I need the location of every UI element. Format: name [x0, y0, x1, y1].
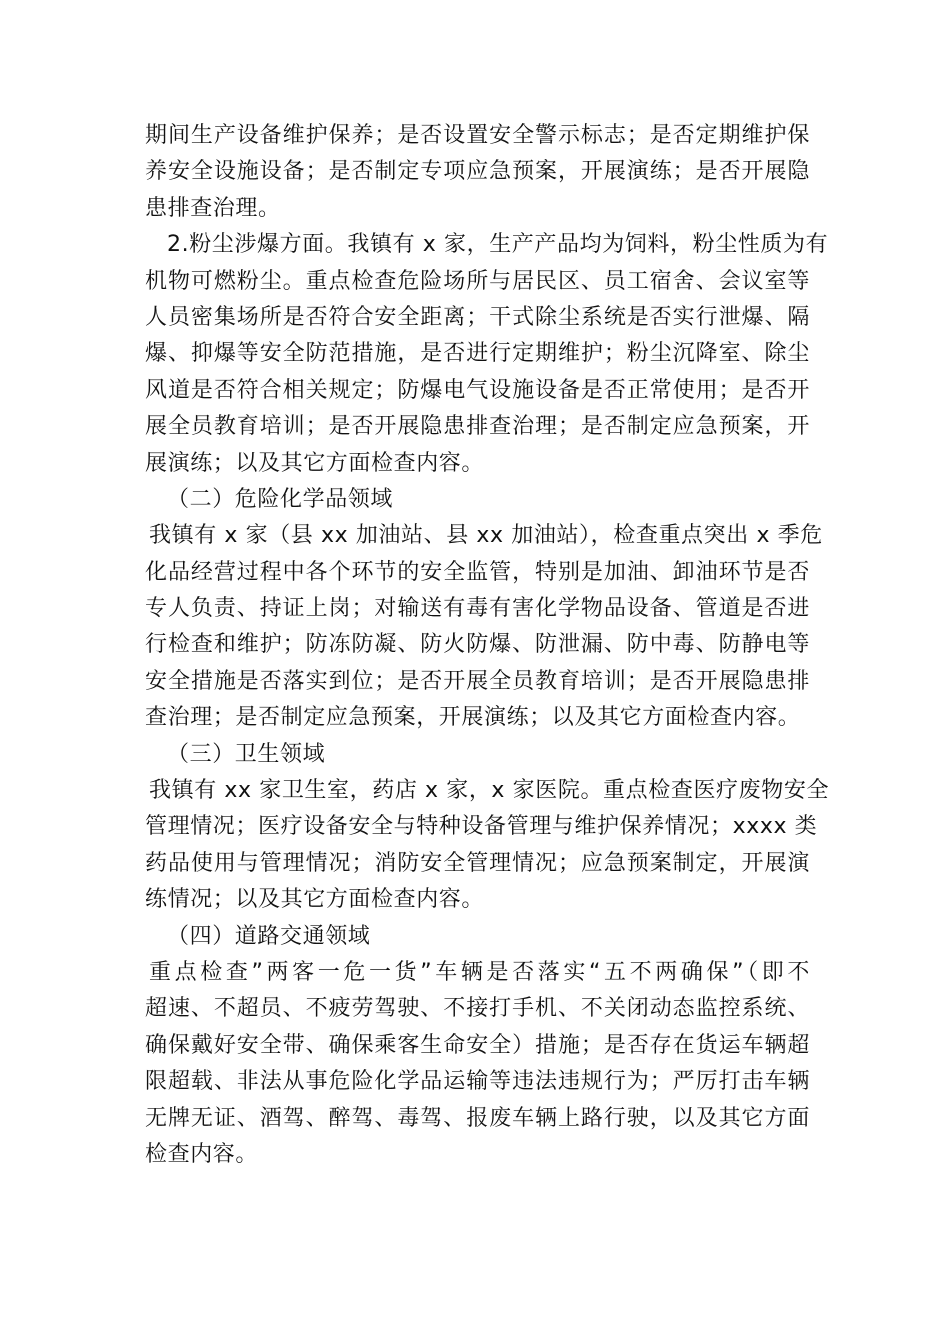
- text-line: 展全员教育培训；是否开展隐患排查治理；是否制定应急预案，开: [145, 414, 810, 440]
- text-line: 药品使用与管理情况；消防安全管理情况；应急预案制定，开展演: [145, 850, 810, 876]
- text-line: 患排查治理。: [145, 195, 281, 221]
- text-line: 展演练；以及其它方面检查内容。: [145, 450, 485, 476]
- text-line: 我镇有 x 家（县 xx 加油站、县 xx 加油站），检查重点突出 x 季危: [149, 523, 823, 549]
- text-line: 人员密集场所是否符合安全距离；干式除尘系统是否实行泄爆、隔: [145, 304, 810, 330]
- text-line: 管理情况；医疗设备安全与特种设备管理与维护保养情况；xxxx 类: [145, 814, 818, 840]
- text-line: 安全措施是否落实到位；是否开展全员教育培训；是否开展隐患排: [145, 668, 810, 694]
- document-page: [145, 118, 830, 1173]
- text-line: 期间生产设备维护保养；是否设置安全警示标志；是否定期维护保: [145, 123, 810, 148]
- text-line: 重点检查”两客一危一货”车辆是否落实“五不两确保”（即不: [149, 959, 810, 985]
- paragraph-dust-explosion: [145, 227, 829, 482]
- paragraph-continuation: [145, 118, 810, 227]
- text-line: 练情况；以及其它方面检查内容。: [145, 887, 485, 913]
- text-line: 2.粉尘涉爆方面。我镇有 x 家，生产产品均为饲料，粉尘性质为有: [167, 232, 829, 258]
- text-line: 专人负责、持证上岗；对输送有毒有害化学物品设备、管道是否进: [145, 596, 810, 622]
- paragraph-health: [145, 773, 830, 919]
- text-line: 风道是否符合相关规定；防爆电气设施设备是否正常使用；是否开: [145, 377, 810, 403]
- paragraph-hazardous-chemicals: [145, 518, 823, 736]
- section-heading-road-traffic: （四）道路交通领域: [167, 923, 371, 949]
- text-line: 限超载、非法从事危险化学品运输等违法违规行为；严厉打击车辆: [145, 1069, 810, 1095]
- text-line: 化品经营过程中各个环节的安全监管，特别是加油、卸油环节是否: [145, 559, 810, 585]
- text-line: 爆、抑爆等安全防范措施，是否进行定期维护；粉尘沉降室、除尘: [145, 341, 810, 367]
- text-line: 养安全设施设备；是否制定专项应急预案，开展演练；是否开展隐: [145, 159, 810, 185]
- text-line: 我镇有 xx 家卫生室，药店 x 家，x 家医院。重点检查医疗废物安全: [149, 778, 830, 804]
- text-line: 超速、不超员、不疲劳驾驶、不接打手机、不关闭动态监控系统、: [145, 996, 810, 1022]
- text-line: 查治理；是否制定应急预案，开展演练；以及其它方面检查内容。: [145, 705, 801, 731]
- text-line: 确保戴好安全带、确保乘客生命安全）措施；是否存在货运车辆超: [145, 1032, 810, 1058]
- text-line: 行检查和维护；防冻防凝、防火防爆、防泄漏、防中毒、防静电等: [145, 632, 810, 658]
- paragraph-road-traffic: [145, 955, 810, 1173]
- text-line: 检查内容。: [145, 1141, 259, 1167]
- section-heading-hazardous-chemicals: （二）危险化学品领域: [167, 486, 394, 512]
- text-line: 无牌无证、酒驾、醉驾、毒驾、报废车辆上路行驶，以及其它方面: [145, 1105, 810, 1131]
- text-line: 机物可燃粉尘。重点检查危险场所与居民区、员工宿舍、会议室等: [145, 268, 810, 294]
- section-heading-health: （三）卫生领域: [167, 741, 326, 767]
